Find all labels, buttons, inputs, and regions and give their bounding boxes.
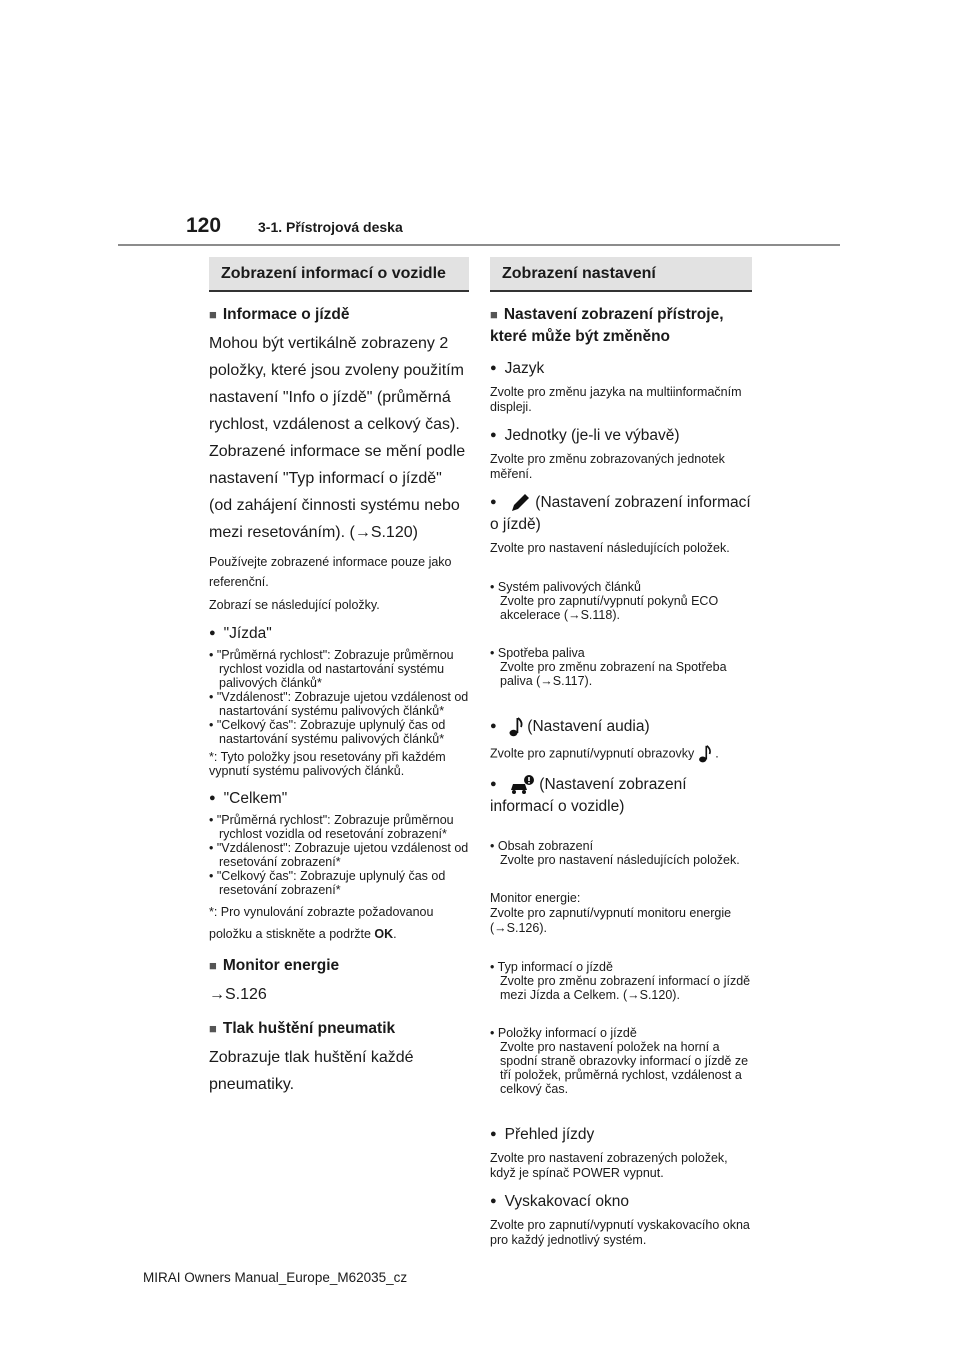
box-title-vehicle-info: Zobrazení informací o vozidle xyxy=(209,257,469,292)
paragraph-units: Zvolte pro změnu zobrazovaných jednotek měření. xyxy=(490,452,725,481)
list-item: • Obsah zobrazení Zvolte pro nastavení následujících položek. xyxy=(490,839,752,867)
item-audio-settings-label: (Nastavení audia) xyxy=(527,718,650,736)
vehicle-settings-list xyxy=(490,821,752,885)
heading-settings: ■ Nastavení zobrazení přístroje, které může být změněno xyxy=(490,304,752,348)
footnote-jizda: *: Tyto položky jsou resetovány při každém vypnutí systému palivových článků. xyxy=(209,750,446,778)
footer-text: MIRAI Owners Manual_Europe_M62035_cz xyxy=(143,1270,408,1285)
paragraph-audio: Zvolte pro zapnutí/vypnutí obrazovky . xyxy=(490,744,752,764)
right-column xyxy=(490,257,752,1254)
item-units: ● Jednotky (je-li ve výbavě) xyxy=(490,425,752,446)
list-item: • Položky informací o jízdě Zvolte pro nastavení položek na horní a spodní straně obrazovky informací o jízdě ze tří položek, průměrná rychlost, vzdálenost a celkový čas. xyxy=(490,1026,752,1096)
heading-tire-pressure: ■ Tlak huštění pneumatik xyxy=(209,1018,469,1040)
page-number: 120 xyxy=(186,214,222,237)
jizda-list xyxy=(209,648,469,746)
note-items: Zobrazí se následující položky. xyxy=(209,598,380,612)
vehicle-settings-list-2 xyxy=(490,942,752,1114)
list-item: • "Vzdálenost": Zobrazuje ujetou vzdálenost od nastartování systému palivových článků* xyxy=(209,690,469,718)
item-trip-overview: ● Přehled jízdy xyxy=(490,1124,752,1145)
celkem-list xyxy=(209,813,469,897)
list-item: • Spotřeba paliva Zvolte pro změnu zobrazení na Spotřeba paliva (→S.117). xyxy=(490,646,752,688)
paragraph-energy-monitor-setting: Monitor energie: Zvolte pro zapnutí/vypnutí monitoru energie (→S.126). xyxy=(490,891,732,935)
left-column xyxy=(209,257,469,1104)
section-title: 3-1. Přístrojová deska xyxy=(258,219,403,235)
trip-settings-list xyxy=(490,562,752,706)
item-audio-settings xyxy=(490,716,752,738)
paragraph-language: Zvolte pro změnu jazyka na multiinformačním displeji. xyxy=(490,385,742,414)
list-item: • Typ informací o jízdě Zvolte pro změnu zobrazení informací o jízdě mezi Jízda a Celkem. (→S.120). xyxy=(490,960,752,1002)
list-item: • "Průměrná rychlost": Zobrazuje průměrnou rychlost vozidla od resetování zobrazení* xyxy=(209,813,469,841)
paragraph-energy-monitor: →S.126 xyxy=(209,986,267,1003)
item-jizda: ● "Jízda" xyxy=(209,623,469,644)
music-note-icon xyxy=(509,716,523,738)
paragraph-audio-text: Zvolte pro zapnutí/vypnutí obrazovky xyxy=(490,746,695,761)
note-reference: Používejte zobrazené informace pouze jako referenční. xyxy=(209,555,452,589)
music-note-icon xyxy=(698,744,712,764)
item-vehicle-settings-label: (Nastavení zobrazení informací o vozidle) xyxy=(490,776,687,815)
heading-energy-monitor: ■ Monitor energie xyxy=(209,955,469,977)
list-item: • "Vzdálenost": Zobrazuje ujetou vzdálenost od resetování zobrazení* xyxy=(209,841,469,869)
paragraph-trip-info: Mohou být vertikálně zobrazeny 2 položky, které jsou zvoleny použitím nastavení "Info o jízdě" (průměrná rychlost, vzdálenost a celkový čas). Zobrazené informace se mění podle nastavení "Typ informací o jízdě" (od zahájení činnosti systému nebo mezi resetováním). (→S.120) xyxy=(209,335,466,541)
item-popup: ● Vyskakovací okno xyxy=(490,1191,752,1212)
paragraph-tire-pressure: Zobrazuje tlak huštění každé pneumatiky. xyxy=(209,1049,414,1093)
car-info-icon xyxy=(509,774,535,796)
item-trip-settings xyxy=(490,492,752,535)
item-trip-settings-label: (Nastavení zobrazení informací o jízdě) xyxy=(490,494,751,533)
list-item: • "Průměrná rychlost": Zobrazuje průměrnou rychlost vozidla od nastartování systému palivových článků* xyxy=(209,648,469,690)
header-rule xyxy=(118,244,840,246)
footnote-celkem: *: Pro vynulování zobrazte požadovanou položku a stiskněte a podržte OK. xyxy=(209,905,434,941)
item-vehicle-settings xyxy=(490,774,752,817)
box-title-settings: Zobrazení nastavení xyxy=(490,257,752,292)
list-item: • Systém palivových článků Zvolte pro zapnutí/vypnutí pokynů ECO akcelerace (→S.118). xyxy=(490,580,752,622)
paragraph-trip-overview: Zvolte pro nastavení zobrazených položek, když je spínač POWER vypnut. xyxy=(490,1151,728,1180)
heading-trip-info: ■ Informace o jízdě xyxy=(209,304,469,326)
paragraph-popup: Zvolte pro zapnutí/vypnutí vyskakovacího okna pro každý jednotlivý systém. xyxy=(490,1218,750,1247)
footnote-celkem-text: *: Pro vynulování zobrazte požadovanou položku a stiskněte a podržte xyxy=(209,905,434,941)
item-language: ● Jazyk xyxy=(490,358,752,379)
list-item: • "Celkový čas": Zobrazuje uplynulý čas od resetování zobrazení* xyxy=(209,869,469,897)
list-item: • "Celkový čas": Zobrazuje uplynulý čas od nastartování systému palivových článků* xyxy=(209,718,469,746)
pencil-icon xyxy=(509,492,531,514)
paragraph-trip-settings: Zvolte pro nastavení následujících položek. xyxy=(490,541,730,555)
item-celkem: ● "Celkem" xyxy=(209,788,469,809)
ok-button-glyph: OK xyxy=(374,927,394,941)
